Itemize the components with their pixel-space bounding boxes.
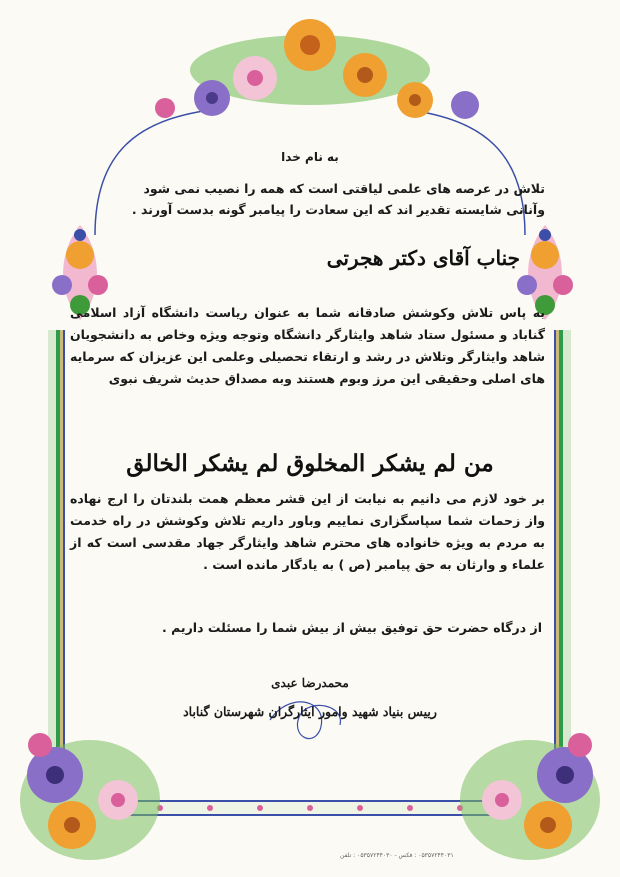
closing-line: از درگاه حضرت حق توفیق بیش از بیش شما را مسئلت داریم . [162,620,542,635]
bismillah-heading: به نام خدا [281,150,339,164]
signer-name: محمدرضا عبدی [271,676,349,690]
hadith-quote: من لم یشکر المخلوق لم یشکر الخالق [126,450,494,477]
intro-text [70,178,545,220]
footer-contact: ۰۵۳۵۷۲۴۴۰۳۱ : فکس - ۰۵۳۵۷۲۴۴۰۳۰ : تلفن [340,852,454,859]
gratitude-paragraph: بر خود لازم می دانیم به نیابت از این قشر معظم همت بلندتان را ارج نهاده واز زحمات شما سپاسگزاری نماییم وباور داریم تلاش وکوشش در راه خدمت به مردم به ویژه خانواده های محترم شاهد وایثارگر جهاد مقدسی است که از علماء و وارثان به حق پیامبر (ص ) به یادگار مانده است . [70,491,545,572]
signer-title: رییس بنیاد شهید وامور ایثارگران شهرستان گناباد [183,704,437,719]
intro-line-1: تلاش در عرصه های علمی لیاقتی است که همه را نصیب نمی شود [143,181,545,196]
appreciation-paragraph: به پاس تلاش وکوشش صادقانه شما به عنوان ریاست دانشگاه آزاد اسلامی گناباد و مسئول ستاد شاهد وایثارگر دانشگاه وتوجه ویژه وخاص به دانشجویان شاهد وایثارگر وتلاش در رشد و ارتقاء تحصیلی وعلمی این عزیزان که سرمایه های اصلی وحقیقی این مرز وبوم هستند وبه مصداق حدیث شریف نبوی [70,305,545,386]
addressee-title: جناب آقای دکتر هجرتی [326,246,520,270]
bottom-band [120,800,500,816]
intro-line-2: وآنانی شایسته تقدیر اند که این سعادت را پیامبر گونه بدست آورند . [131,202,545,217]
bottom-left-flowers [20,733,160,860]
top-flower-cluster [155,19,479,119]
bottom-right-flowers [460,733,600,860]
